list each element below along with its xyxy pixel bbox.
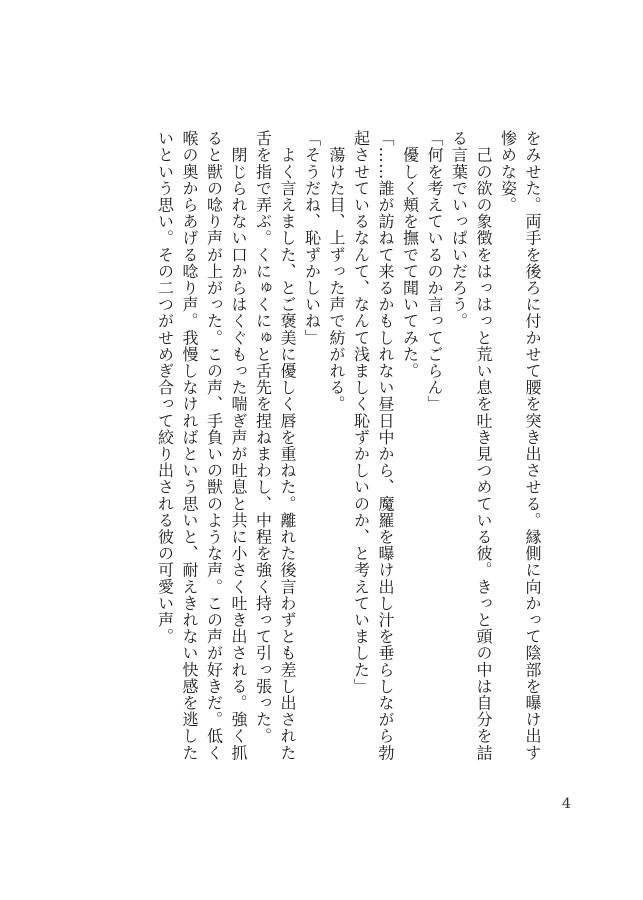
text-line: 閉じられない口からはくぐもった喘ぎ声が吐息と共に小さく吐き出される。強く抓 xyxy=(229,130,248,761)
text-line: 「そうだね、恥ずかしいね」 xyxy=(302,130,322,346)
text-line: いという思い。その二つがせめぎ合って絞り出される彼の可愛い声。 xyxy=(155,130,175,645)
text-line: 「……誰が訪ねて来るかもしれない昼日中から、魔羅を曝け出し汁を垂らしながら勃 xyxy=(376,130,395,761)
text-line: 優しく頬を撫でて聞いてみた。 xyxy=(400,130,420,379)
text-line: 喉の奥からあげる唸り声。我慢しなければという思いと、耐えきれない快感を逃した xyxy=(180,130,199,761)
text-line: 己の欲の象徴をはっはっと荒い息を吐き見つめている彼。きっと頭の中は自分を詰 xyxy=(474,130,493,761)
text-line: 起させているなんて、なんて浅ましく恥ずかしいのか、と考えていました」 xyxy=(351,130,371,695)
text-line: る言葉でいっぱいだろう。 xyxy=(449,130,469,330)
text-line: 惨めな姿。 xyxy=(498,130,518,213)
text-line: 蕩けた目、上ずった声で紡がれる。 xyxy=(327,130,346,413)
text-line: ると獣の唸り声が上がった。この声、手負いの獣のような声。この声が好きだ。低く xyxy=(204,130,224,761)
text-line: 舌を指で弄ぶ。くにゅくにゅと舌先を捏ねまわし、中程を強く持って引っ張った。 xyxy=(253,130,273,745)
vertical-text-block xyxy=(152,130,544,761)
text-line: 「何を考えているのか言ってごらん」 xyxy=(425,130,444,413)
text-line: をみせた。両手を後ろに付かせて腰を突き出させる。縁側に向かって陰部を曝け出す xyxy=(523,130,542,761)
text-line: よく言えました、とご褒美に優しく唇を重ねた。離れた後言わずとも差し出された xyxy=(278,130,297,761)
page-number: 4 xyxy=(562,796,571,812)
